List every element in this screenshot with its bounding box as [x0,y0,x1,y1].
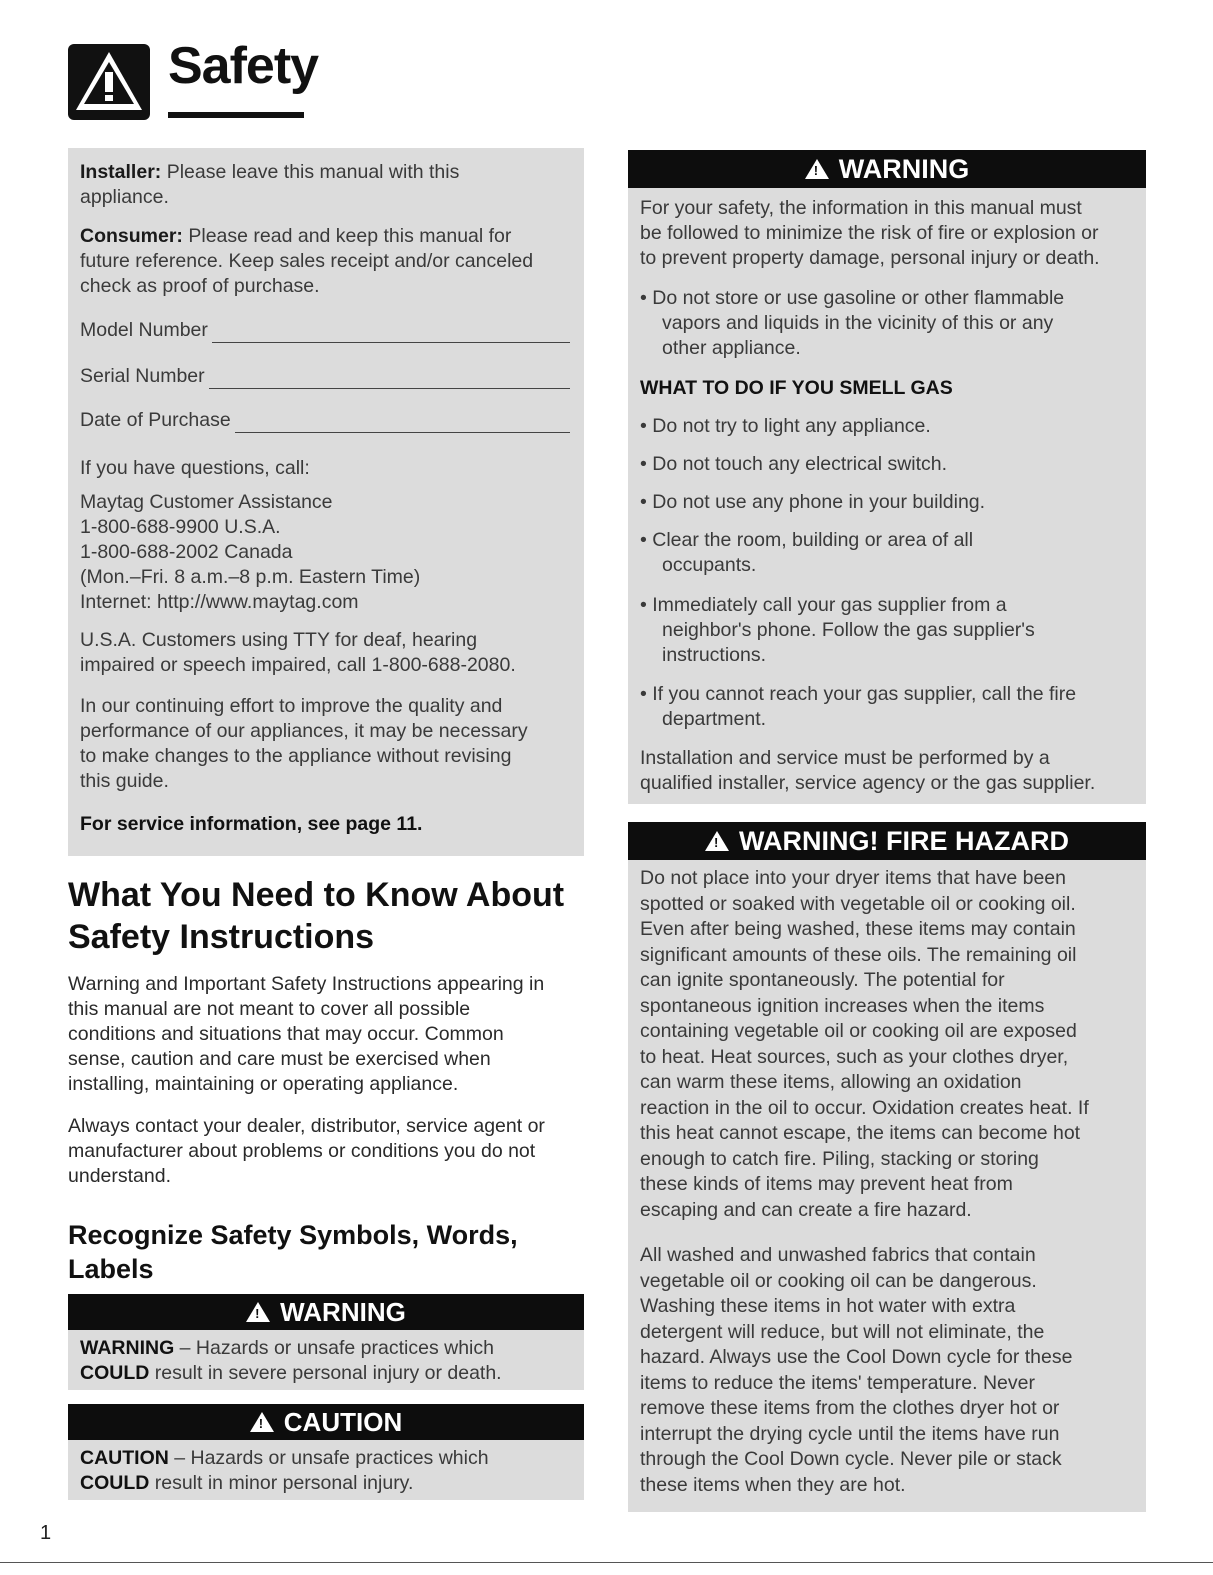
gas-warning-box [628,188,1146,804]
warning-triangle-icon [705,831,729,851]
consumer-note-cont: future reference. Keep sales receipt and/or canceled [80,250,534,272]
fire-hazard-box [628,860,1146,1512]
fire-hazard-text: to heat. Heat sources, such as your clothes dryer, [640,1045,1069,1068]
fire-hazard-text: Do not place into your dryer items that have been [640,867,1066,889]
body-text: installing, maintaining or operating appliance. [68,1073,459,1095]
fire-hazard-text: remove these items from the clothes dryer hot or [640,1397,1060,1419]
gas-warning-bullet: vapors and liquids in the vicinity of this or any [662,312,1054,334]
page-title: Safety [168,37,319,95]
fire-hazard-text: enough to catch fire. Piling, stacking or storing [640,1147,1039,1170]
fire-hazard-text: spontaneous ignition increases when the items [640,994,1045,1017]
installation-note: Installation and service must be performed by a [640,747,1050,769]
installer-info-box [68,148,584,856]
body-text: this manual are not meant to cover all possible [68,998,471,1020]
installation-note: qualified installer, service agency or the gas supplier. [640,772,1096,794]
smell-gas-bullet: • If you cannot reach your gas supplier, call the fire [640,683,1077,705]
contact-line: 1-800-688-2002 Canada [80,541,293,563]
gas-warning-text: For your safety, the information in this manual must [640,197,1082,219]
fire-hazard-text: through the Cool Down cycle. Never pile or stack [640,1448,1062,1470]
fire-hazard-text: items to reduce the items' temperature. Never [640,1371,1035,1394]
warning-definition: WARNING – Hazards or unsafe practices which [80,1337,494,1359]
smell-gas-bullet: • Do not touch any electrical switch. [640,453,948,475]
fire-hazard-text: spotted or soaked with vegetable oil or cooking oil. [640,892,1076,915]
questions-text: If you have questions, call: [80,457,310,479]
gas-warning-bullet: • Do not store or use gasoline or other flammable [640,287,1065,309]
improve-text: performance of our appliances, it may be necessary [80,720,528,742]
caution-definition-box [68,1440,584,1500]
contact-line: 1-800-688-9900 U.S.A. [80,516,281,538]
fire-hazard-text: can warm these items, allowing an oxidation [640,1071,1022,1093]
contact-line: Maytag Customer Assistance [80,491,333,513]
fire-hazard-text: these items when they are hot. [640,1473,906,1496]
serial-number-field: Serial Number [80,364,570,389]
body-text: conditions and situations that may occur. Common [68,1023,504,1045]
page-number: 1 [40,1522,52,1544]
gas-warning-text: be followed to minimize the risk of fire or explosion or [640,222,1099,244]
fire-hazard-text: reaction in the oil to occur. Oxidation creates heat. If [640,1096,1089,1119]
date-of-purchase-field: Date of Purchase [80,408,570,433]
fire-hazard-text: All washed and unwashed fabrics that contain [640,1244,1036,1266]
caution-definition: COULD result in minor personal injury. [80,1472,414,1494]
fire-hazard-banner: ! WARNING! FIRE HAZARD [628,822,1146,860]
fire-hazard-text: vegetable oil or cooking oil can be dangerous. [640,1269,1037,1292]
warning-triangle-icon [250,1412,274,1432]
smell-gas-bullet: instructions. [662,644,767,666]
improve-text: this guide. [80,770,169,792]
body-text: sense, caution and care must be exercised when [68,1048,491,1070]
service-info: For service information, see page 11. [80,813,423,835]
body-text: Warning and Important Safety Instructions appearing in [68,973,545,995]
warning-triangle-icon [805,159,829,179]
title-underline [168,112,304,118]
fire-hazard-text: can ignite spontaneously. The potential for [640,969,1005,991]
body-text: Always contact your dealer, distributor, service agent or [68,1115,545,1137]
fire-hazard-text: significant amounts of these oils. The remaining oil [640,943,1077,966]
consumer-note-cont: check as proof of purchase. [80,275,320,297]
footer-rule [0,1562,1213,1563]
smell-gas-bullet: neighbor's phone. Follow the gas supplier's [662,619,1035,641]
gas-warning-banner: ! WARNING [628,150,1146,188]
tty-text: U.S.A. Customers using TTY for deaf, hearing [80,629,478,651]
warning-definition: COULD result in severe personal injury or death. [80,1362,502,1384]
contact-line: Internet: http://www.maytag.com [80,591,359,613]
warning-triangle-icon [246,1302,270,1322]
warning-banner: ! WARNING [68,1294,584,1330]
model-number-field: Model Number [80,318,570,343]
fire-hazard-text: this heat cannot escape, the items can become hot [640,1122,1081,1144]
section-heading: Recognize Safety Symbols, Words, Labels [68,1220,518,1284]
smell-gas-bullet: • Do not use any phone in your building. [640,491,986,513]
installer-note: Installer: Please leave this manual with this [80,161,460,183]
warning-triangle-icon [68,44,150,120]
fire-hazard-text: interrupt the drying cycle until the items have run [640,1422,1060,1445]
caution-banner: ! CAUTION [68,1404,584,1440]
fire-hazard-text: escaping and can create a fire hazard. [640,1198,972,1221]
warning-definition-box [68,1330,584,1390]
smell-gas-bullet: • Clear the room, building or area of all [640,529,974,551]
fire-hazard-text: hazard. Always use the Cool Down cycle for these [640,1346,1073,1368]
smell-gas-bullet: department. [662,708,767,730]
tty-text: impaired or speech impaired, call 1-800-688-2080. [80,654,516,676]
improve-text: to make changes to the appliance without revising [80,745,512,767]
fire-hazard-text: these kinds of items may prevent heat from [640,1173,1013,1195]
body-text: manufacturer about problems or conditions you do not [68,1140,536,1162]
consumer-note: Consumer: Please read and keep this manual for [80,225,512,247]
gas-warning-text: to prevent property damage, personal injury or death. [640,247,1100,269]
gas-warning-bullet: other appliance. [662,337,801,359]
fire-hazard-text: detergent will reduce, but will not eliminate, the [640,1320,1045,1343]
smell-gas-heading: WHAT TO DO IF YOU SMELL GAS [640,377,953,399]
smell-gas-bullet: • Immediately call your gas supplier from a [640,594,1007,616]
body-text: understand. [68,1165,171,1187]
smell-gas-bullet: occupants. [662,554,757,576]
installer-note-cont: appliance. [80,186,169,208]
fire-hazard-text: Washing these items in hot water with extra [640,1295,1016,1317]
fire-hazard-text: Even after being washed, these items may contain [640,918,1076,940]
fire-hazard-text: containing vegetable oil or cooking oil are exposed [640,1020,1077,1042]
improve-text: In our continuing effort to improve the quality and [80,695,503,717]
smell-gas-bullet: • Do not try to light any appliance. [640,415,931,437]
caution-definition: CAUTION – Hazards or unsafe practices which [80,1447,489,1469]
contact-line: (Mon.–Fri. 8 a.m.–8 p.m. Eastern Time) [80,566,421,588]
section-heading: What You Need to Know About Safety Instructions [68,876,565,956]
